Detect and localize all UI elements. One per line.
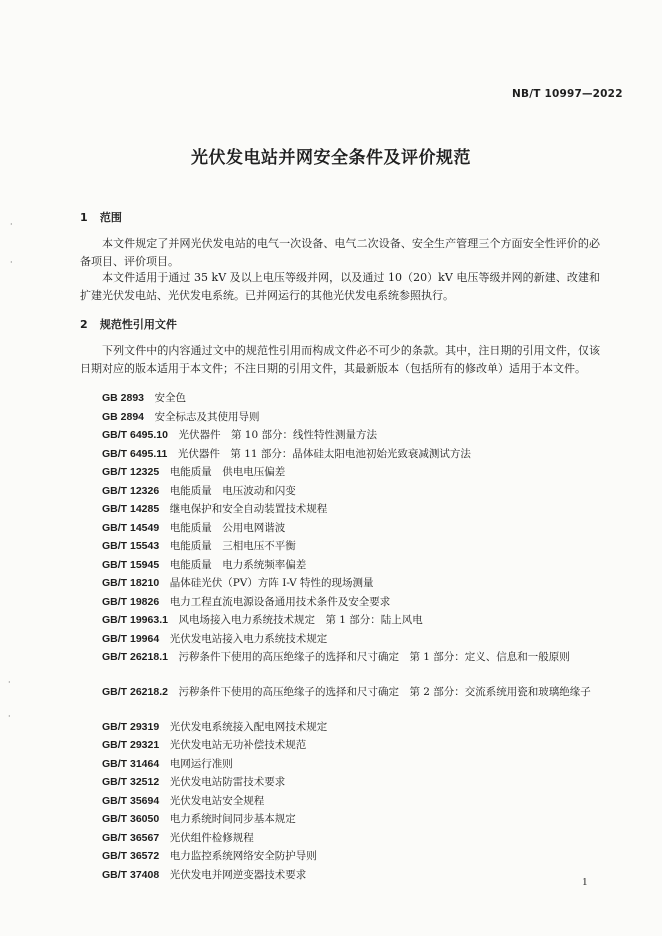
reference-code: GB/T 36050	[102, 813, 160, 825]
reference-code: GB 2894	[102, 411, 145, 423]
reference-code: GB/T 12326	[102, 485, 160, 497]
reference-item	[102, 594, 390, 610]
reference-item	[102, 538, 296, 554]
reference-title: 继电保护和安全自动装置技术规程	[169, 503, 328, 515]
reference-title: 污秽条件下使用的高压绝缘子的选择和尺寸确定 第 2 部分：交流系统用瓷和玻璃绝缘子	[178, 686, 591, 698]
reference-item	[102, 483, 296, 499]
scan-speck: ·	[8, 678, 11, 687]
reference-title: 电力系统时间同步基本规定	[169, 813, 296, 825]
reference-code: GB/T 15543	[102, 540, 160, 552]
reference-title: 电能质量 电压波动和闪变	[169, 485, 296, 497]
reference-code: GB/T 36572	[102, 850, 160, 862]
reference-code: GB/T 14549	[102, 522, 160, 534]
reference-item	[102, 464, 285, 480]
reference-item	[102, 867, 306, 883]
reference-title: 光伏器件 第 10 部分：线性特性测量方法	[178, 429, 377, 441]
section-2-heading	[80, 316, 177, 332]
references-intro-paragraph: 下列文件中的内容通过文中的规范性引用而构成文件必不可少的条款。其中，注日期的引用文件，仅该日期对应的版本适用于本文件；不注日期的引用文件，其最新版本（包括所有的修改单）适用于本文件。	[80, 344, 600, 375]
reference-item	[102, 501, 327, 517]
reference-code: GB/T 19964	[102, 633, 160, 645]
reference-title: 电能质量 三相电压不平衡	[169, 540, 296, 552]
reference-title: 安全色	[154, 392, 187, 404]
scan-speck: ·	[10, 220, 13, 229]
reference-code: GB 2893	[102, 392, 145, 404]
reference-title: 风电场接入电力系统技术规定 第 1 部分：陆上风电	[178, 614, 423, 626]
reference-item	[102, 793, 264, 809]
reference-code: GB/T 6495.10	[102, 429, 168, 441]
reference-code: GB/T 29321	[102, 739, 160, 751]
reference-title: 污秽条件下使用的高压绝缘子的选择和尺寸确定 第 1 部分：定义、信息和一般原则	[178, 651, 570, 663]
scope-paragraph-2: 本文件适用于通过 35 kV 及以上电压等级并网，以及通过 10（20）kV 电压等级并网的新建、改建和扩建光伏发电站、光伏发电系统。已并网运行的其他光伏发电系统参照执行。	[80, 271, 600, 302]
reference-title: 光伏发电站安全规程	[169, 795, 265, 807]
reference-item	[102, 390, 186, 406]
section-number: 2	[80, 318, 88, 331]
reference-item	[102, 756, 233, 772]
reference-item	[102, 409, 260, 425]
reference-item	[102, 612, 423, 628]
scan-speck: ·	[8, 712, 11, 721]
reference-item	[102, 737, 306, 753]
standard-number: NB/T 10997—2022	[512, 88, 623, 100]
section-1-heading	[80, 209, 122, 225]
reference-code: GB/T 19963.1	[102, 614, 168, 626]
reference-item	[102, 557, 306, 573]
reference-title: 光伏发电站无功补偿技术规范	[169, 739, 307, 751]
reference-code: GB/T 32512	[102, 776, 160, 788]
section-number: 1	[80, 211, 88, 224]
reference-code: GB/T 6495.11	[102, 448, 168, 460]
reference-title: 电力监控系统网络安全防护导则	[169, 850, 317, 862]
reference-code: GB/T 29319	[102, 721, 160, 733]
reference-title: 电网运行准则	[169, 758, 233, 770]
reference-code: GB/T 26218.2	[102, 686, 168, 698]
reference-code: GB/T 12325	[102, 466, 160, 478]
reference-title: 电力工程直流电源设备通用技术条件及安全要求	[169, 596, 391, 608]
document-title: 光伏发电站并网安全条件及评价规范	[191, 148, 471, 168]
reference-title: 光伏发电系统接入配电网技术规定	[169, 721, 328, 733]
page-number: 1	[582, 876, 588, 888]
reference-code: GB/T 18210	[102, 577, 160, 589]
reference-item	[102, 719, 327, 735]
reference-code: GB/T 31464	[102, 758, 160, 770]
scan-speck: ·	[10, 258, 13, 267]
reference-item	[102, 830, 254, 846]
reference-code: GB/T 26218.1	[102, 651, 168, 663]
reference-item	[102, 848, 317, 864]
reference-title: 光伏组件检修规程	[169, 832, 254, 844]
reference-title: 光伏发电并网逆变器技术要求	[169, 869, 307, 881]
reference-code: GB/T 37408	[102, 869, 160, 881]
reference-item	[102, 631, 327, 647]
reference-title: 光伏器件 第 11 部分：晶体硅太阳电池初始光致衰减测试方法	[177, 448, 471, 460]
reference-title: 光伏发电站防雷技术要求	[169, 776, 286, 788]
reference-title: 晶体硅光伏（PV）方阵 I-V 特性的现场测量	[169, 577, 374, 589]
reference-item	[102, 427, 377, 443]
reference-item	[80, 684, 602, 700]
section-title: 范围	[99, 211, 122, 224]
reference-item	[102, 811, 296, 827]
reference-code: GB/T 15945	[102, 559, 160, 571]
reference-item	[102, 575, 374, 591]
reference-code: GB/T 35694	[102, 795, 160, 807]
reference-title: 电能质量 供电电压偏差	[169, 466, 286, 478]
reference-code: GB/T 36567	[102, 832, 160, 844]
reference-code: GB/T 19826	[102, 596, 160, 608]
reference-title: 电能质量 公用电网谐波	[169, 522, 286, 534]
reference-item	[80, 649, 602, 665]
reference-title: 电能质量 电力系统频率偏差	[169, 559, 307, 571]
reference-code: GB/T 14285	[102, 503, 160, 515]
reference-item	[102, 446, 471, 462]
reference-title: 安全标志及其使用导则	[154, 411, 260, 423]
scope-paragraph-1: 本文件规定了并网光伏发电站的电气一次设备、电气二次设备、安全生产管理三个方面安全性评价的必备项目、评价项目。	[80, 237, 600, 268]
reference-title: 光伏发电站接入电力系统技术规定	[169, 633, 328, 645]
reference-item	[102, 774, 285, 790]
reference-item	[102, 520, 285, 536]
section-title: 规范性引用文件	[99, 318, 177, 331]
